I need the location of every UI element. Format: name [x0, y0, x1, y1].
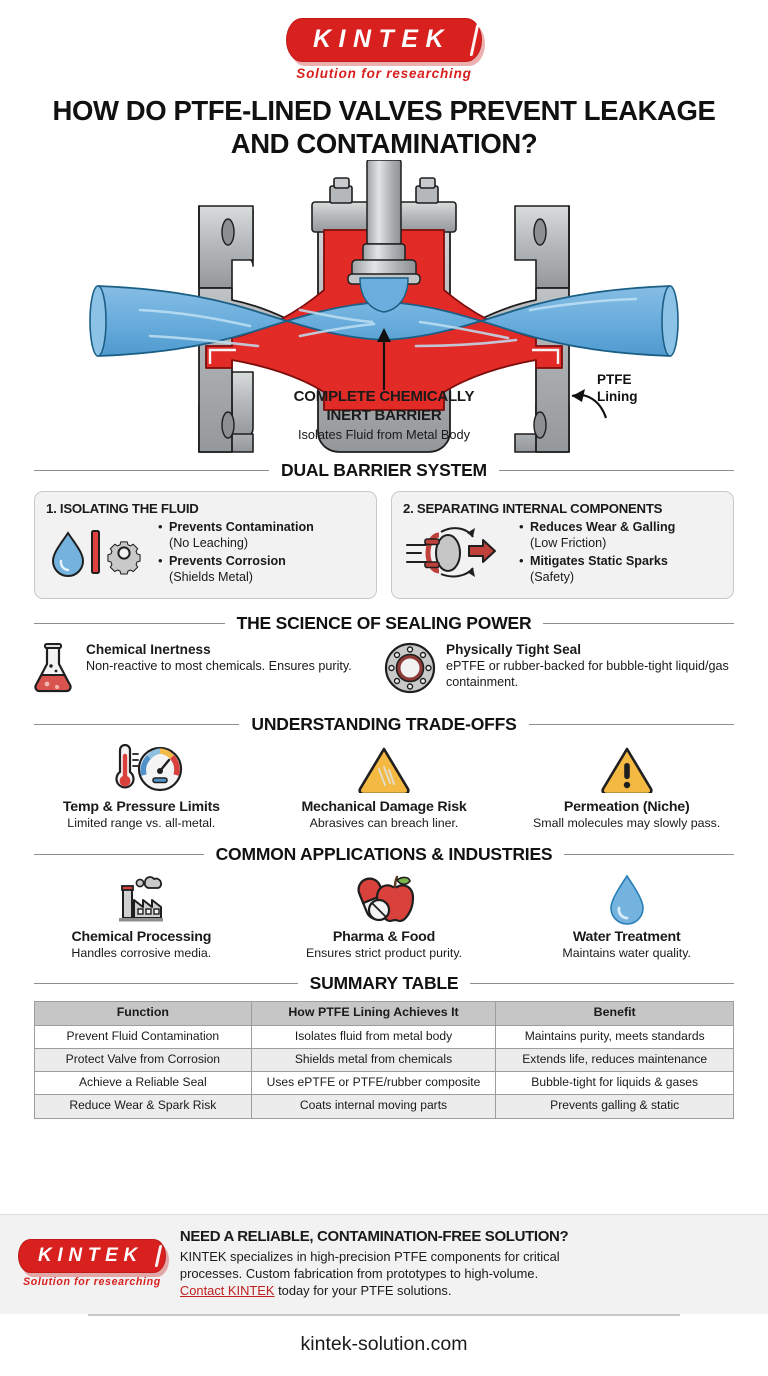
list-item — [158, 554, 314, 586]
pill-apple-icon — [349, 872, 419, 926]
summary-table-wrapper — [0, 994, 768, 1119]
divider-left — [34, 623, 225, 624]
kintek-tagline: Solution for researching — [23, 1275, 161, 1288]
application-item-chemical-processing — [20, 872, 263, 960]
section-title: UNDERSTANDING TRADE-OFFS — [251, 713, 517, 734]
section-heading-applications — [0, 844, 768, 865]
flask-icon — [30, 642, 76, 699]
section-title: THE SCIENCE OF SEALING POWER — [236, 612, 532, 633]
table-header-cell: Function — [35, 1001, 252, 1025]
card-isolating-the-fluid — [34, 491, 377, 598]
section-heading-science — [0, 613, 768, 634]
ptfe-lining-callout-line1: PTFE — [597, 372, 632, 388]
divider-right — [499, 470, 734, 471]
application-item-pharma-food — [263, 872, 506, 960]
table-cell: Bubble-tight for liquids & gases — [496, 1072, 734, 1095]
thermometer-gauge-icon — [98, 742, 184, 796]
card-bullet-list — [519, 520, 675, 587]
table-cell: Shields metal from chemicals — [251, 1048, 496, 1071]
barrier-caption-line1: COMPLETE CHEMICALLY — [293, 388, 475, 406]
application-items — [0, 865, 768, 960]
table-cell: Uses ePTFE or PTFE/rubber composite — [251, 1072, 496, 1095]
bullet-sub: (Low Friction) — [530, 536, 607, 551]
low-friction-rotating-disc-icon — [403, 525, 511, 584]
science-item-tight-seal — [384, 642, 738, 699]
tradeoff-item-mechanical-damage — [263, 742, 506, 830]
bullet-sub: (No Leaching) — [169, 536, 249, 551]
bullet-bold: Prevents Corrosion — [169, 554, 286, 569]
cta-line-2: processes. Custom fabrication from prototypes to high-volume. — [179, 1265, 539, 1281]
cta-heading: NEED A RELIABLE, CONTAMINATION-FREE SOLUTION? — [179, 1227, 569, 1245]
valve-cross-section-figure — [0, 160, 768, 460]
tradeoff-item-title: Temp & Pressure Limits — [62, 798, 220, 815]
tradeoff-items — [0, 735, 768, 830]
application-item-title: Chemical Processing — [71, 928, 212, 945]
divider-left — [34, 470, 269, 471]
divider-right — [564, 854, 734, 855]
table-cell: Isolates fluid from metal body — [251, 1025, 496, 1048]
table-cell: Prevent Fluid Contamination — [35, 1025, 252, 1048]
water-drop-icon — [606, 872, 648, 926]
website-url: kintek-solution.com — [300, 1333, 468, 1355]
science-item-title: Physically Tight Seal — [446, 641, 581, 657]
cta-line-3-rest: today for your PTFE solutions. — [274, 1282, 452, 1298]
science-item-text — [446, 642, 738, 691]
table-row — [35, 1072, 734, 1095]
water-drop-barrier-gear-icon — [46, 525, 150, 584]
barrier-caption-sub: Isolates Fluid from Metal Body — [297, 427, 471, 443]
bullet-sub: (Shields Metal) — [169, 570, 253, 585]
table-header-row — [35, 1001, 734, 1025]
cta-banner — [0, 1214, 768, 1314]
tradeoff-item-title: Mechanical Damage Risk — [301, 798, 467, 815]
section-title: COMMON APPLICATIONS & INDUSTRIES — [215, 843, 553, 864]
section-title: SUMMARY TABLE — [309, 972, 459, 993]
divider-right — [543, 623, 734, 624]
tradeoff-item-desc: Small molecules may slowly pass. — [533, 815, 721, 830]
card-title: 1. ISOLATING THE FLUID — [46, 501, 199, 517]
tradeoff-item-desc: Abrasives can breach liner. — [309, 815, 459, 830]
application-item-title: Pharma & Food — [332, 928, 436, 945]
application-item-desc: Ensures strict product purity. — [305, 945, 463, 960]
table-cell: Reduce Wear & Spark Risk — [35, 1095, 252, 1118]
science-items — [0, 634, 768, 699]
card-bullet-list — [158, 520, 314, 587]
list-item — [158, 520, 314, 552]
warning-exclamation-triangle-icon — [600, 742, 654, 796]
table-cell: Protect Valve from Corrosion — [35, 1048, 252, 1071]
footer-logo — [18, 1239, 166, 1288]
barrier-caption-line2: INERT BARRIER — [326, 406, 442, 424]
barrier-caption — [0, 388, 768, 442]
section-heading-dual-barrier — [0, 460, 768, 481]
kintek-wordmark: KINTEK — [18, 1239, 166, 1273]
section-heading-tradeoffs — [0, 714, 768, 735]
table-row — [35, 1025, 734, 1048]
table-row — [35, 1048, 734, 1071]
header-logo — [0, 0, 768, 81]
section-title: DUAL BARRIER SYSTEM — [281, 460, 487, 481]
tradeoff-item-temp-pressure — [20, 742, 263, 830]
application-item-desc: Handles corrosive media. — [71, 945, 212, 960]
list-item — [519, 520, 675, 552]
factory-icon — [111, 872, 171, 926]
table-cell: Achieve a Reliable Seal — [35, 1072, 252, 1095]
kintek-wordmark: KINTEK — [286, 18, 482, 62]
divider-left — [34, 983, 298, 984]
divider-left — [34, 854, 204, 855]
table-cell: Extends life, reduces maintenance — [496, 1048, 734, 1071]
bullet-sub: (Safety) — [530, 570, 575, 585]
cta-line-1: KINTEK specializes in high-precision PTFE components for critical — [179, 1248, 560, 1264]
science-item-title: Chemical Inertness — [86, 641, 211, 657]
science-item-text — [86, 642, 352, 675]
divider-right — [529, 724, 734, 725]
table-cell: Coats internal moving parts — [251, 1095, 496, 1118]
bullet-bold: Prevents Contamination — [169, 520, 314, 535]
bullet-bold: Reduces Wear & Galling — [530, 520, 676, 535]
science-item-desc: ePTFE or rubber-backed for bubble-tight liquid/gas containment. — [446, 658, 729, 689]
table-cell: Prevents galling & static — [496, 1095, 734, 1118]
card-separating-internal-components — [391, 491, 734, 598]
cta-line-3 — [180, 1282, 568, 1299]
gasket-flange-icon — [384, 642, 436, 699]
page-title: HOW DO PTFE-LINED VALVES PREVENT LEAKAGE AND CONTAMINATION? — [52, 95, 716, 159]
card-title: 2. SEPARATING INTERNAL COMPONENTS — [403, 501, 663, 517]
application-item-title: Water Treatment — [572, 928, 681, 945]
divider-left — [34, 724, 239, 725]
application-item-desc: Maintains water quality. — [562, 945, 691, 960]
science-item-desc: Non-reactive to most chemicals. Ensures purity. — [86, 658, 352, 673]
section-heading-summary — [0, 973, 768, 994]
table-header-cell: Benefit — [496, 1001, 734, 1025]
ptfe-lining-callout-line2: Lining — [597, 388, 638, 404]
tradeoff-item-desc: Limited range vs. all-metal. — [67, 815, 216, 830]
table-header-cell: How PTFE Lining Achieves It — [251, 1001, 496, 1025]
divider-right — [470, 983, 734, 984]
application-item-water-treatment — [505, 872, 748, 960]
table-row — [35, 1095, 734, 1118]
kintek-tagline: Solution for researching — [296, 66, 472, 81]
bullet-bold: Mitigates Static Sparks — [530, 554, 668, 569]
summary-table — [34, 1001, 734, 1119]
science-item-chemical-inertness — [30, 642, 384, 699]
contact-kintek-link[interactable]: Contact KINTEK — [179, 1282, 275, 1298]
scratched-warning-triangle-icon — [357, 742, 411, 796]
table-cell: Maintains purity, meets standards — [496, 1025, 734, 1048]
cta-text — [180, 1228, 568, 1299]
dual-barrier-cards — [0, 481, 768, 598]
tradeoff-item-title: Permeation (Niche) — [563, 798, 690, 815]
tradeoff-item-permeation — [505, 742, 748, 830]
list-item — [519, 554, 675, 586]
